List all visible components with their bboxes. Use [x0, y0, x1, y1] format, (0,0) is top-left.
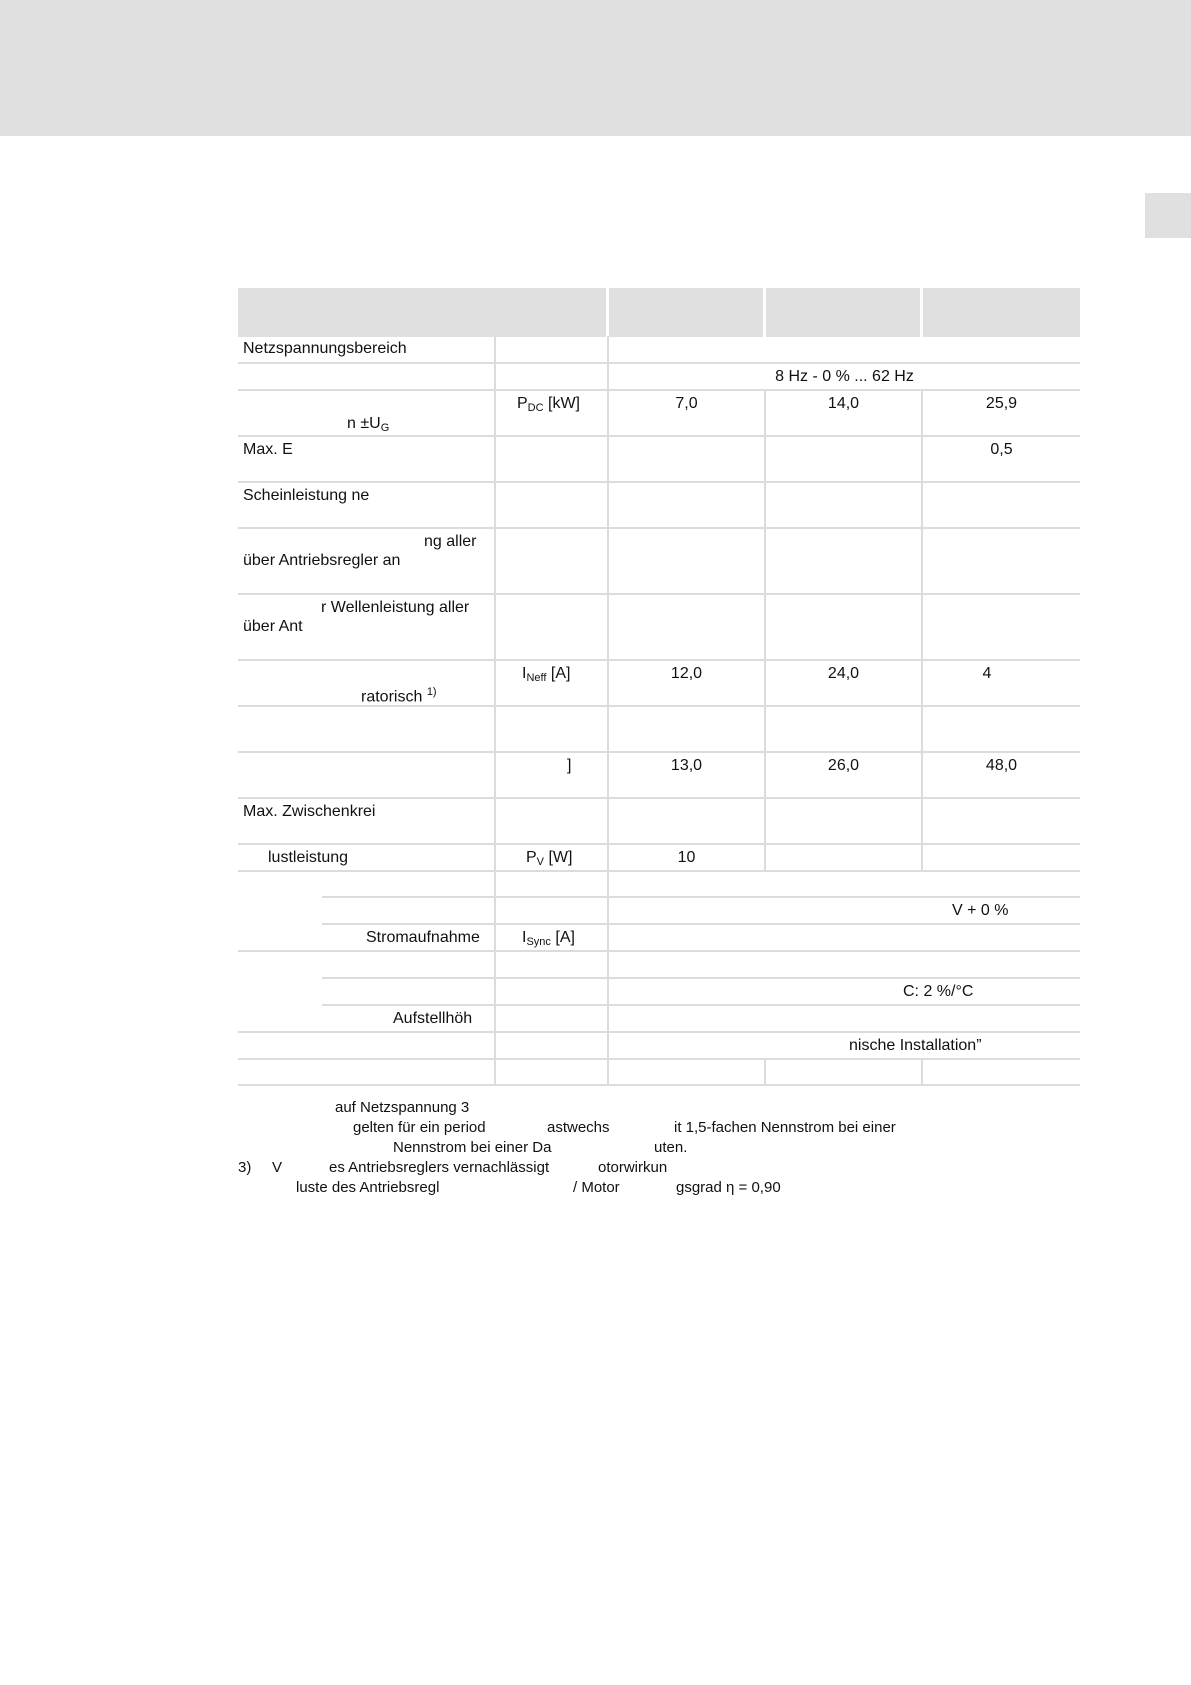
value-col1: 13,0 [670, 757, 703, 774]
row-label-2: ratorisch $^{1)}$ [361, 686, 437, 706]
table-row [238, 595, 1080, 661]
footnote-line: Nennstrom bei einer Da [393, 1139, 552, 1156]
table-row [238, 336, 1080, 364]
table-row [238, 845, 1080, 872]
span-value: nische Installation” [849, 1037, 982, 1054]
span-value: 8 Hz - 0 % ... 62 Hz [775, 368, 914, 385]
table-row [238, 753, 1080, 799]
value-col2: 14,0 [827, 395, 860, 412]
footnote-line: V [272, 1159, 283, 1176]
row-label: lustleistung [268, 849, 349, 866]
row-label-2: $n \pm U_G$ [347, 415, 390, 434]
symbol: $P_V$ [W] [526, 849, 573, 868]
row-label: Aufstellhöh [393, 1010, 473, 1027]
top-header-band [0, 0, 1191, 136]
table-row [238, 483, 1080, 529]
span-value: C: 2 %/°C [903, 983, 974, 1000]
symbol: ] [567, 757, 572, 774]
footnote-line: es Antriebsreglers vernachlässigt [329, 1159, 550, 1176]
table-row [238, 437, 1080, 483]
span-value: V + 0 % [952, 902, 1009, 919]
value-col3: 25,9 [985, 395, 1018, 412]
footnote-number: 3) [238, 1159, 252, 1176]
table-row [238, 364, 1080, 391]
header-cell-col3 [923, 288, 1080, 337]
value-col1: 7,0 [675, 395, 698, 412]
row-label: Netzspannungsbereich [243, 340, 407, 357]
symbol: $I_{Sync}$ [A] [522, 929, 575, 948]
table-row [238, 1060, 1080, 1086]
table-row [322, 898, 1080, 925]
footnote-line: auf Netzspannung 3 [335, 1099, 470, 1116]
row-label-2: über Antriebsregler an [243, 552, 401, 569]
value-col3: 48,0 [985, 757, 1018, 774]
table-row [238, 661, 1080, 707]
table-row [238, 925, 1080, 952]
value-col2: 24,0 [827, 665, 860, 682]
header-cell-col1 [609, 288, 763, 337]
row-label: r Wellenleistung aller [321, 599, 470, 616]
footnote-line: gelten für ein period [353, 1119, 486, 1136]
row-label: Max. Zwischenkrei [243, 803, 376, 820]
value-col1: 12,0 [670, 665, 703, 682]
footnote-line: astwechs [547, 1119, 610, 1136]
header-cell-label [238, 288, 606, 337]
footnote-line: it 1,5-fachen Nennstrom bei einer [674, 1119, 896, 1136]
table-row [322, 872, 1080, 898]
row-label: Max. E [243, 441, 293, 458]
table-row [238, 1033, 1080, 1060]
table-row [238, 1006, 1080, 1033]
table-row [238, 391, 1080, 437]
row-label: ng aller [424, 533, 477, 550]
table-row [322, 952, 1080, 979]
footnote-line: gsgrad η = 0,90 [676, 1179, 781, 1196]
footnote-line: / Motor [573, 1179, 620, 1196]
table-row [238, 529, 1080, 595]
symbol: $I_{Neff}$ [A] [522, 665, 571, 684]
row-label: Stromaufnahme [366, 929, 480, 946]
header-cell-col2 [766, 288, 920, 337]
table-row [322, 979, 1080, 1006]
symbol: $P_{DC}$ [kW] [517, 395, 580, 414]
value-col1: 10 [677, 849, 696, 866]
footnote-line: otorwirkun [598, 1159, 668, 1176]
row-label: Scheinleistung ne [243, 487, 370, 504]
value-col2: 26,0 [827, 757, 860, 774]
footnote-line: uten. [654, 1139, 688, 1156]
row-label-2: über Ant [243, 618, 303, 635]
table-row [238, 707, 1080, 753]
value-col3: 0,5 [990, 441, 1013, 458]
table-row [238, 799, 1080, 845]
footnote-line: luste des Antriebsregl [296, 1179, 440, 1196]
value-col3: 4 [982, 665, 992, 682]
chapter-side-tab [1145, 193, 1191, 238]
